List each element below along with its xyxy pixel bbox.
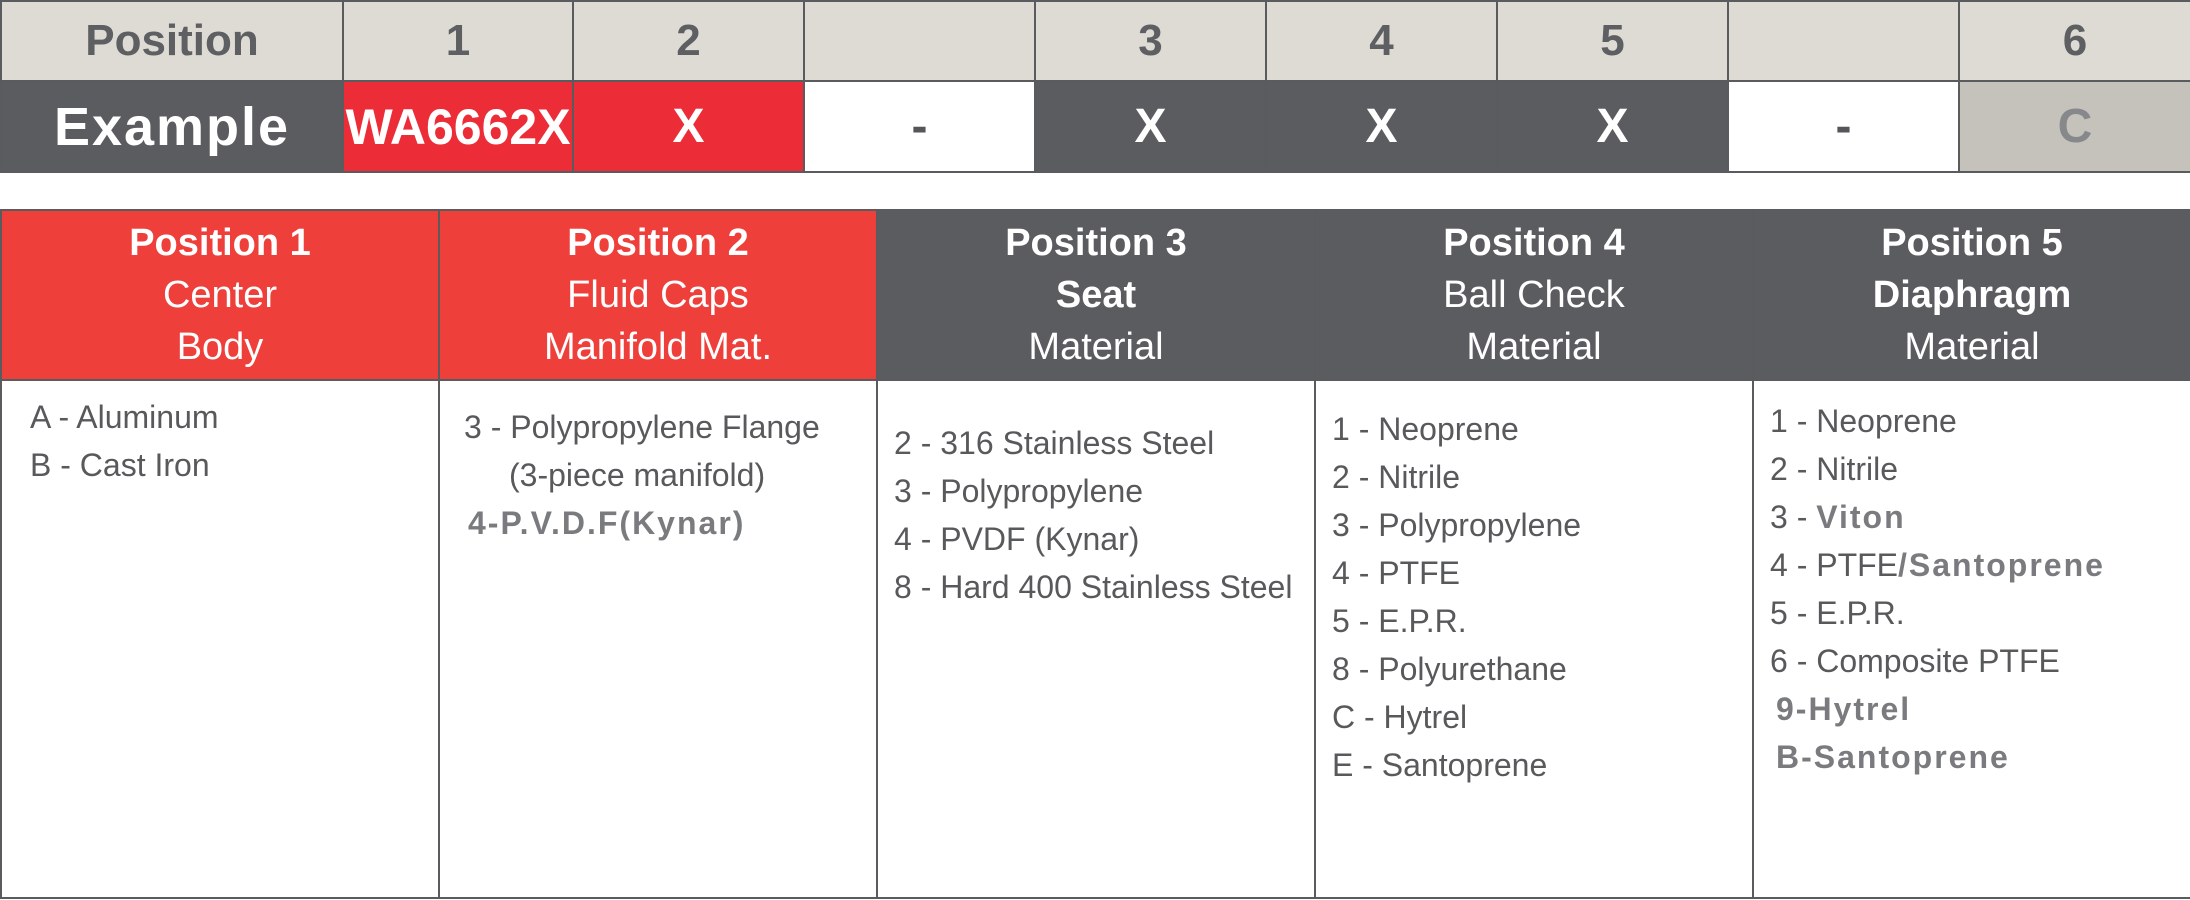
options-table xyxy=(0,209,2190,899)
option-item: 8 - Polyurethane xyxy=(1332,651,1567,687)
option-item: 3 - Polypropylene xyxy=(1332,507,1582,543)
option-item: 8 - Hard 400 Stainless Steel xyxy=(894,569,1293,605)
option-item: A - Aluminum xyxy=(30,399,219,435)
options-position-1 xyxy=(1,380,439,898)
column-subtitle-1: Diaphragm xyxy=(1872,274,2072,316)
option-item: 1 - Neoprene xyxy=(1770,403,1957,439)
example-cell-6: C xyxy=(1959,81,2190,172)
position-cell-4: 4 xyxy=(1266,1,1497,81)
example-dash-b: - xyxy=(1728,81,1959,172)
column-subtitle-1: Seat xyxy=(1055,274,1137,316)
option-item: 4 - PTFE xyxy=(1332,555,1461,591)
column-subtitle-1: Ball Check xyxy=(1443,274,1625,316)
column-title: Position 5 xyxy=(1881,222,2063,264)
option-item: 4 - PVDF (Kynar) xyxy=(894,521,1140,557)
option-item xyxy=(1770,541,2190,589)
option-item: 3 - Polypropylene xyxy=(894,473,1144,509)
options-position-4 xyxy=(1315,380,1753,898)
options-body-row xyxy=(1,380,2190,898)
position-cell-3: 3 xyxy=(1035,1,1266,81)
column-header-position-4 xyxy=(1315,210,1753,380)
column-header-position-5 xyxy=(1753,210,2190,380)
column-title: Position 1 xyxy=(129,222,311,264)
position-cell-blank-b xyxy=(1728,1,1959,81)
options-position-5 xyxy=(1753,380,2190,898)
option-item-note: (3-piece manifold) xyxy=(509,457,766,493)
option-item: C - Hytrel xyxy=(1332,699,1468,735)
column-header-position-3 xyxy=(877,210,1315,380)
option-item: 2 - Nitrile xyxy=(1770,451,1899,487)
option-item: 6 - Composite PTFE xyxy=(1770,643,2060,679)
option-item: 4-P.V.D.F(Kynar) xyxy=(468,505,746,541)
example-dash-a: - xyxy=(804,81,1035,172)
column-header-position-1 xyxy=(1,210,439,380)
column-subtitle-2: Material xyxy=(1028,326,1164,368)
option-item: E - Santoprene xyxy=(1332,747,1548,783)
options-header-row xyxy=(1,210,2190,380)
example-cell-5: X xyxy=(1497,81,1728,172)
column-subtitle-2: Material xyxy=(1904,326,2040,368)
options-position-2 xyxy=(439,380,877,898)
example-cell-1: WA6662X xyxy=(343,81,573,172)
option-item: B-Santoprene xyxy=(1776,739,2010,775)
position-cell-blank-a xyxy=(804,1,1035,81)
option-item xyxy=(1770,493,2190,541)
column-header-position-2 xyxy=(439,210,877,380)
example-cell-3: X xyxy=(1035,81,1266,172)
column-subtitle-2: Material xyxy=(1466,326,1602,368)
option-item: 5 - E.P.R. xyxy=(1770,595,1905,631)
column-subtitle-1: Center xyxy=(162,274,278,316)
option-label: /Santoprene xyxy=(1898,547,2105,583)
position-cell-2: 2 xyxy=(573,1,804,81)
options-position-3 xyxy=(877,380,1315,898)
option-code: 4 - PTFE xyxy=(1770,547,1899,583)
example-label: Example xyxy=(1,81,343,172)
option-item: B - Cast Iron xyxy=(30,447,210,483)
option-item: 2 - Nitrile xyxy=(1332,459,1461,495)
column-subtitle-2: Body xyxy=(176,326,264,368)
example-row xyxy=(1,81,2190,172)
option-item: 1 - Neoprene xyxy=(1332,411,1519,447)
option-code: 3 - xyxy=(1770,499,1817,535)
column-subtitle-2: Manifold Mat. xyxy=(543,326,773,368)
position-label: Position xyxy=(1,1,343,81)
position-cell-1: 1 xyxy=(343,1,573,81)
example-cell-2: X xyxy=(573,81,804,172)
option-item: 9-Hytrel xyxy=(1776,691,1912,727)
position-row xyxy=(1,1,2190,81)
option-item: 5 - E.P.R. xyxy=(1332,603,1467,639)
position-example-table xyxy=(0,0,2190,173)
column-title: Position 4 xyxy=(1443,222,1625,264)
position-cell-6: 6 xyxy=(1959,1,2190,81)
option-label: Viton xyxy=(1816,499,1906,535)
column-title: Position 3 xyxy=(1005,222,1187,264)
option-item: 3 - Polypropylene Flange xyxy=(464,409,820,445)
position-cell-5: 5 xyxy=(1497,1,1728,81)
example-cell-4: X xyxy=(1266,81,1497,172)
column-title: Position 2 xyxy=(567,222,749,264)
option-item: 2 - 316 Stainless Steel xyxy=(894,425,1215,461)
column-subtitle-1: Fluid Caps xyxy=(567,274,749,316)
